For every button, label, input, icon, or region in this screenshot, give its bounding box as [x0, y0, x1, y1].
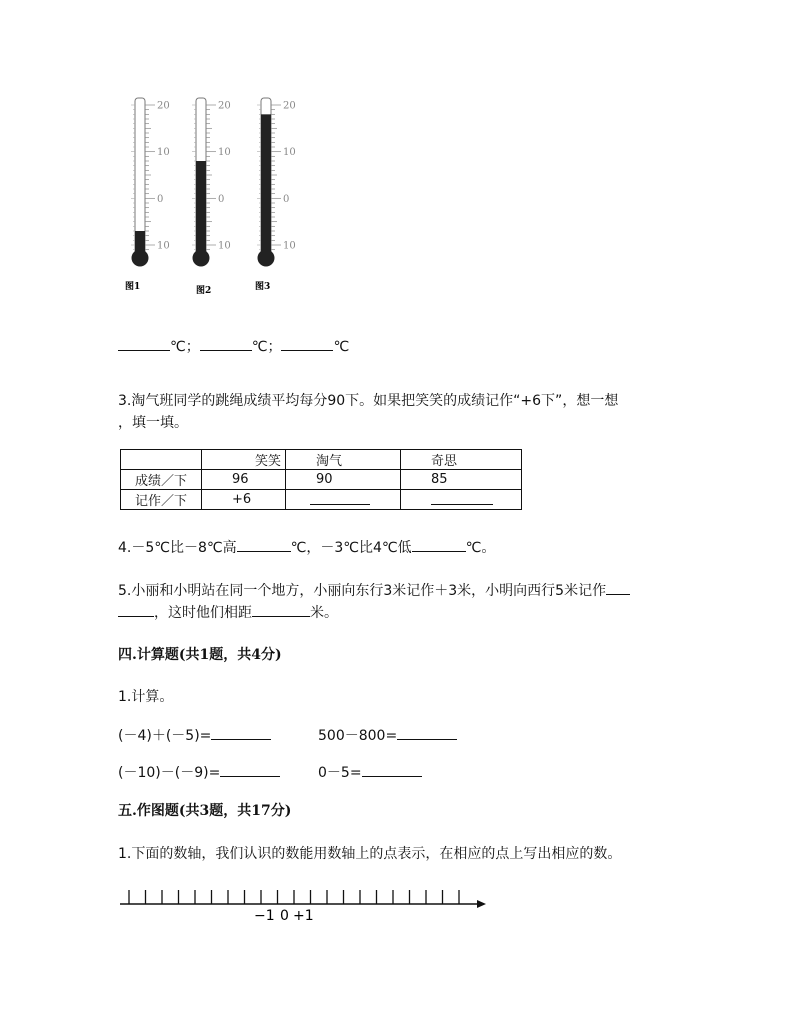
- q4-part2: ℃，－3℃比4℃低: [290, 540, 412, 556]
- thermometer-scale-label: 10: [218, 147, 231, 159]
- table-row: [121, 470, 522, 490]
- axis-label-minus-one: −1: [254, 908, 275, 924]
- expr-blank[interactable]: [397, 725, 457, 740]
- table-row: [121, 490, 522, 510]
- unit-celsius-1: ℃: [170, 339, 186, 355]
- therm-caption-2: 图2: [196, 286, 212, 296]
- therm-caption-1: 图1: [125, 282, 141, 292]
- q4-blank-2[interactable]: [412, 537, 466, 552]
- q5-line2: [118, 602, 338, 622]
- q5-part3: 米。: [310, 605, 338, 621]
- expr-text: (－10)－(－9)=: [118, 765, 221, 781]
- number-line-arrow-icon: [477, 900, 486, 908]
- thermometer-scale-label: 10: [218, 240, 231, 252]
- thermometer-scale-label: 10: [157, 147, 170, 159]
- expr-blank[interactable]: [362, 762, 422, 777]
- section4-q1: 1.计算。: [118, 689, 174, 705]
- section4-title: 四.计算题(共1题，共4分): [118, 647, 282, 663]
- expr-text: (－4)＋(－5)=: [118, 728, 212, 744]
- expr-3: [118, 762, 280, 782]
- q5-blank-1b[interactable]: [118, 602, 154, 617]
- thermometer-scale-label: 0: [218, 193, 225, 205]
- q4-part3: ℃。: [465, 540, 496, 556]
- expr-4: [318, 762, 422, 782]
- thermometer-scale-label: 0: [283, 193, 290, 205]
- thermometer-bulb: [193, 250, 210, 267]
- table-answer-cell[interactable]: [286, 490, 401, 510]
- q5-blank-2[interactable]: [252, 602, 310, 617]
- unit-celsius-2: ℃: [251, 339, 268, 355]
- table-header-cell: 奇思: [401, 450, 522, 470]
- q4-blank-1[interactable]: [237, 537, 291, 552]
- q4-part1: 4.－5℃比－8℃高: [118, 540, 237, 556]
- answer-blank-2[interactable]: [200, 336, 252, 351]
- thermometer-scale-label: 10: [157, 240, 170, 252]
- thermometer-answer-row: [118, 336, 349, 356]
- section5-q1: 1.下面的数轴，我们认识的数能用数轴上的点表示，在相应的点上写出相应的数。: [118, 846, 622, 862]
- q3-text-line2: ，填一填。: [118, 415, 188, 431]
- table-answer-cell[interactable]: [401, 490, 522, 510]
- table-header-row: [121, 450, 522, 470]
- table-cell: 96: [202, 470, 286, 490]
- expr-2: [318, 725, 457, 745]
- table-blank[interactable]: [431, 490, 493, 505]
- thermometer-scale-label: 20: [218, 100, 231, 112]
- table-cell: 90: [286, 470, 401, 490]
- score-table: [120, 449, 522, 510]
- thermometer-scale-label: 10: [283, 147, 296, 159]
- table-header-cell: [121, 450, 202, 470]
- q5-part1: 5.小丽和小明站在同一个地方，小丽向东行3米记作＋3米，小明向西行5米记作: [118, 583, 607, 599]
- axis-label-zero: 0: [280, 908, 289, 924]
- table-header-cell: 淘气: [286, 450, 401, 470]
- thermometer-mercury: [261, 114, 271, 260]
- expr-text: 500－800=: [318, 728, 398, 744]
- q4-line: [118, 537, 495, 557]
- q5-part2: ，这时他们相距: [154, 605, 252, 621]
- axis-label-plus-one: +1: [293, 908, 314, 924]
- thermometer-figure: [120, 92, 320, 297]
- table-cell: 成绩／下: [121, 470, 202, 490]
- expr-text: 0－5=: [318, 765, 362, 781]
- therm-caption-3: 图3: [255, 282, 271, 292]
- table-cell: 记作／下: [121, 490, 202, 510]
- q3-text-line1: 3.淘气班同学的跳绳成绩平均每分90下。如果把笑笑的成绩记作“+6下”，想一想: [118, 393, 619, 409]
- expr-blank[interactable]: [211, 725, 271, 740]
- unit-celsius-3: ℃: [333, 339, 350, 355]
- section5-title: 五.作图题(共3题，共17分): [118, 803, 292, 819]
- thermometer-bulb: [132, 250, 149, 267]
- number-line: [118, 884, 493, 926]
- answer-blank-3[interactable]: [281, 336, 333, 351]
- q5-line1: [118, 580, 630, 600]
- thermometer-mercury: [196, 161, 206, 260]
- table-blank[interactable]: [310, 490, 370, 505]
- thermometer-scale-label: 10: [283, 240, 296, 252]
- answer-blank-1[interactable]: [118, 336, 170, 351]
- table-cell: +6: [202, 490, 286, 510]
- separator-1: ；: [185, 339, 200, 355]
- thermometer-scale-label: 20: [283, 100, 296, 112]
- thermometer-scale-label: 20: [157, 100, 170, 112]
- expr-1: [118, 725, 271, 745]
- expr-blank[interactable]: [220, 762, 280, 777]
- separator-2: ；: [267, 339, 282, 355]
- q5-blank-1a[interactable]: [606, 580, 630, 595]
- table-header-cell: 笑笑: [202, 450, 286, 470]
- table-cell: 85: [401, 470, 522, 490]
- thermometer-bulb: [258, 250, 275, 267]
- thermometer-scale-label: 0: [157, 193, 164, 205]
